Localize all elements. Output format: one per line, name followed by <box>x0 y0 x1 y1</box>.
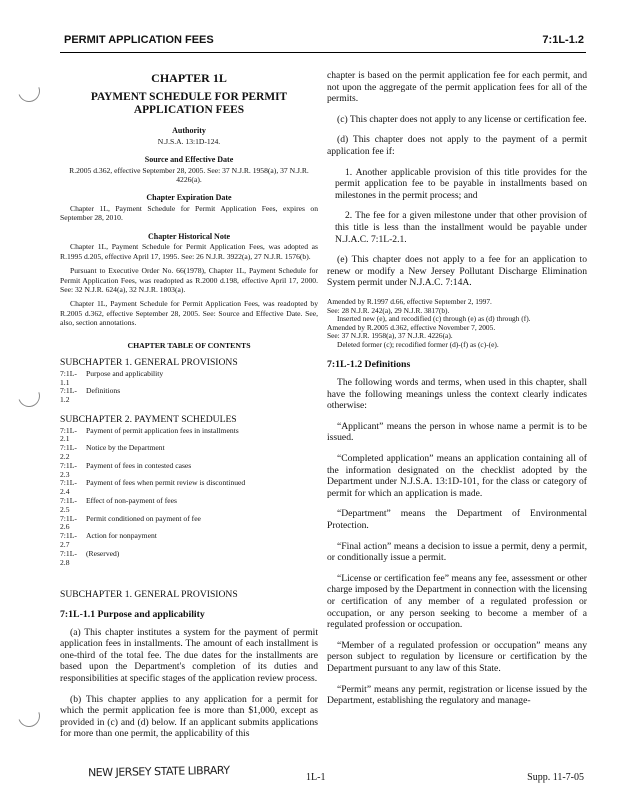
historical-note <box>60 242 318 327</box>
definition-item: “Member of a regulated profession or occupation” means any person subject to regulation by licensure or certification by the Department pursuant to any law of this State. <box>327 639 587 674</box>
definition-item: “Applicant” means the person in whose name a permit is to be issued. <box>327 420 587 444</box>
chapter-title: PAYMENT SCHEDULE FOR PERMIT APPLICATION FEES <box>90 91 288 116</box>
source-text: R.2005 d.362, effective September 28, 2005. See: 37 N.J.R. 1958(a), 37 N.J.R. 4226(a). <box>69 165 309 184</box>
paragraph-b-continued: chapter is based on the permit application fee for each permit, and not upon the aggregate of the permit application fees for all of the permits. <box>327 70 587 105</box>
historical-paragraph: Pursuant to Executive Order No. 66(1978), Chapter 1L, Payment Schedule for Permit Application Fees, was readopted as R.2000 d.198, effective April 17, 2000. See: 32 N.J.R. 624(a), 32 N.J.R. 1803(a). <box>60 266 318 295</box>
definition-item: “Final action” means a decision to issue a permit, deny a permit, or conditionally issue a permit. <box>327 540 587 564</box>
toc-list-1 <box>60 370 163 405</box>
section-heading-1-2: 7:1L-1.2 Definitions <box>327 359 411 371</box>
toc-row[interactable]: 7:1L-2.4 Payment of fees when permit review is discontinued <box>60 478 246 497</box>
definition-item: “License or certification fee” means any fee, assessment or other charge imposed by the Department in connection with the licensing or certification of any member of a regulated profession or occupation, or any person seeking to become a member of a regulated profession or occupation. <box>327 572 587 631</box>
punch-hole-mark <box>14 76 43 105</box>
toc-row[interactable]: 7:1L-1.1 Purpose and applicability <box>60 368 164 387</box>
section-heading-1-1: 7:1L-1.1 Purpose and applicability <box>60 608 205 620</box>
toc-row[interactable]: 7:1L-2.1 Payment of permit application fees in installments <box>60 425 239 444</box>
supplement-date: Supp. 11-7-05 <box>527 772 584 783</box>
definition-item: “Department” means the Department of Environmental Protection. <box>327 508 587 531</box>
toc-list-2 <box>60 427 245 568</box>
left-column <box>60 70 318 749</box>
punch-hole-mark <box>14 701 43 730</box>
toc-title: CHAPTER TABLE OF CONTENTS <box>127 340 251 350</box>
running-header <box>60 32 586 53</box>
toc-row[interactable]: 7:1L-2.7 Action for nonpayment <box>60 531 157 549</box>
header-section: 7:1L-1.2 <box>542 34 584 46</box>
toc-row[interactable]: 7:1L-1.2 Definitions <box>60 386 121 405</box>
chapter-number: CHAPTER 1L <box>151 71 227 85</box>
page-number: 1L-1 <box>306 772 326 783</box>
source-heading: Source and Effective Date <box>144 155 234 164</box>
definitions-intro: The following words and terms, when used in this chapter, shall have the following meanings unless the context clearly indicates otherwise: <box>327 377 587 412</box>
paragraph-d2: 2. The fee for a given milestone under that other provision of this title is less than the installment would be payable under N.J.A.C. 7:1L-2.1. <box>335 210 587 245</box>
toc-subchapter-1: SUBCHAPTER 1. GENERAL PROVISIONS <box>60 357 238 369</box>
authority-text: N.J.S.A. 13:1D-124. <box>157 136 221 146</box>
toc-row[interactable]: 7:1L-2.5 Effect of non-payment of fees <box>60 496 177 514</box>
subchapter-1-heading: SUBCHAPTER 1. GENERAL PROVISIONS <box>60 589 238 601</box>
header-title: PERMIT APPLICATION FEES <box>64 34 214 46</box>
library-stamp: NEW JERSEY STATE LIBRARY <box>87 763 230 780</box>
historical-heading: Chapter Historical Note <box>147 231 231 241</box>
paragraph-d1: 1. Another applicable provision of this title provides for the permit application fee to be payable in installments based on milestones in the permit process; and <box>335 166 587 201</box>
paragraph-c: (c) This chapter does not apply to any license or certification fee. <box>337 113 587 125</box>
paragraph-e: (e) This chapter does not apply to a fee for an application to renew or modify a New Jersey Pollutant Discharge Elimination System permit under N.J.A.C. 7:14A. <box>327 254 587 289</box>
paragraph-a: (a) This chapter institutes a system for the payment of permit application fees in installments. The amount of each installment is one-third of the total fee. The due dates for the installments are based upon the Department's completion of its duties and responsibilities at specific stages of the application review process. <box>60 626 318 684</box>
toc-row[interactable]: 7:1L-2.6 Permit conditioned on payment of fee <box>60 513 201 532</box>
expiration-text: Chapter 1L, Payment Schedule for Permit Application Fees, expires on September 28, 2010. <box>60 204 318 223</box>
toc-row[interactable]: 7:1L-2.8 (Reserved) <box>60 548 120 567</box>
amendment-note: Amended by R.1997 d.66, effective September 2, 1997. See: 28 N.J.R. 242(a), 29 N.J.R. 3817(b). Inserted new (e), and recodified (c) through (e) as (d) through (f). Amended by R.2005 d.362, effective November 7, 2005. See: 37 N.J.R. 1958(a), 37 N.J.R. 4226(a). Deleted former (c); recodified former (d)-(f) as (c)-(e). <box>327 296 531 349</box>
paragraph-b: (b) This chapter applies to any application for a permit for which the permit application fee is more than $1,000, except as provided in (c) and (d) below. If an applicant submits applications for more than one permit, the applicability of this <box>60 693 318 740</box>
definition-item: “Permit” means any permit, registration or license issued by the Department, establishing the regulatory and manage- <box>327 683 587 707</box>
authority-heading: Authority <box>172 126 206 135</box>
right-column <box>327 70 587 716</box>
expiration-heading: Chapter Expiration Date <box>146 193 232 203</box>
punch-hole-mark <box>14 381 43 410</box>
toc-subchapter-2: SUBCHAPTER 2. PAYMENT SCHEDULES <box>60 414 237 426</box>
toc-row[interactable]: 7:1L-2.2 Notice by the Department <box>60 443 165 462</box>
toc-row[interactable]: 7:1L-2.3 Payment of fees in contested cases <box>60 460 192 479</box>
paragraph-d: (d) This chapter does not apply to the payment of a permit application fee if: <box>327 134 587 157</box>
definition-item: “Completed application” means an application containing all of the information designated on the checklist adopted by the Department under N.J.S.A. 13:1D-101, for the class or category of permit for which an application is made. <box>327 453 587 499</box>
historical-paragraph: Chapter 1L, Payment Schedule for Permit Application Fees, was adopted as R.1995 d.205, effective April 17, 1995. See: 26 N.J.R. 3922(a), 27 N.J.R. 1576(b). <box>60 242 318 261</box>
historical-paragraph: Chapter 1L, Payment Schedule for Permit Application Fees, was readopted by R.2005 d.362, effective September 28, 2005. See: Source and Effective Date. See, also, section annotations. <box>60 299 318 328</box>
